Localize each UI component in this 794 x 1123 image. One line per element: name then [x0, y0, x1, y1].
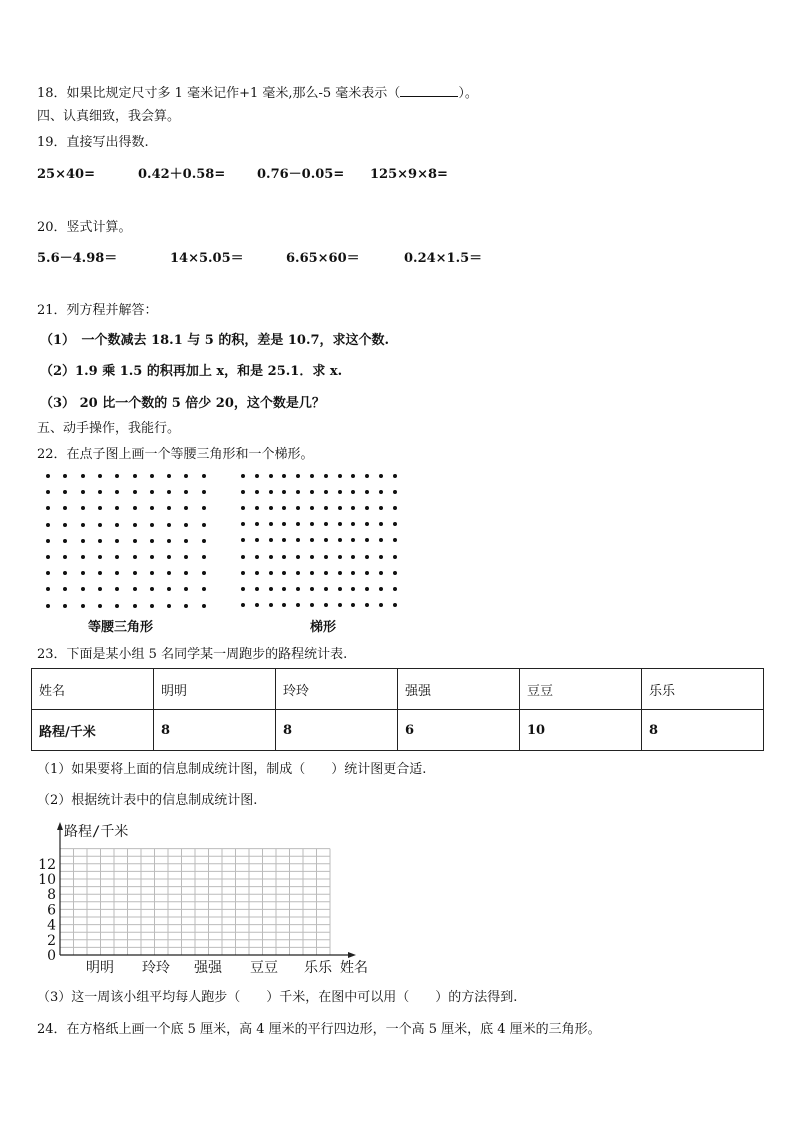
grid-dot[interactable]: [296, 603, 300, 607]
table-cell: 玲玲: [276, 669, 398, 710]
grid-dot[interactable]: [324, 490, 328, 494]
x-category-label: 乐乐: [304, 960, 332, 976]
grid-dot[interactable]: [351, 587, 355, 591]
grid-dot[interactable]: [98, 474, 102, 478]
grid-dot[interactable]: [351, 474, 355, 478]
grid-dot[interactable]: [269, 490, 273, 494]
blank-bar-chart[interactable]: [30, 818, 390, 978]
grid-dot[interactable]: [184, 604, 188, 608]
dot-grid-triangle[interactable]: [46, 474, 206, 606]
grid-dot[interactable]: [310, 587, 314, 591]
grid-dot[interactable]: [63, 604, 67, 608]
grid-dot[interactable]: [338, 587, 342, 591]
grid-dot[interactable]: [133, 523, 137, 527]
x-category-label: 玲玲: [142, 960, 170, 976]
grid-dot[interactable]: [365, 538, 369, 542]
y-tick-label: 12: [38, 856, 56, 873]
y-tick-label: 10: [38, 872, 56, 888]
grid-dot[interactable]: [167, 555, 171, 559]
grid-dot[interactable]: [241, 603, 245, 607]
grid-dot[interactable]: [46, 539, 50, 543]
grid-dot[interactable]: [98, 506, 102, 510]
grid-dot[interactable]: [365, 506, 369, 510]
grid-dot[interactable]: [184, 523, 188, 527]
grid-dot[interactable]: [393, 555, 397, 559]
grid-dot[interactable]: [255, 522, 259, 526]
grid-dot[interactable]: [282, 538, 286, 542]
grid-dot[interactable]: [63, 587, 67, 591]
grid-dot[interactable]: [81, 539, 85, 543]
grid-dot[interactable]: [351, 603, 355, 607]
grid-dot[interactable]: [324, 474, 328, 478]
grid-dot[interactable]: [241, 571, 245, 575]
table-cell: 豆豆: [520, 669, 642, 710]
grid-dot[interactable]: [365, 571, 369, 575]
grid-dot[interactable]: [338, 490, 342, 494]
grid-dot[interactable]: [338, 522, 342, 526]
grid-dot[interactable]: [241, 555, 245, 559]
grid-dot[interactable]: [133, 539, 137, 543]
grid-dot[interactable]: [150, 506, 154, 510]
grid-dot[interactable]: [133, 474, 137, 478]
table-cell: 10: [520, 710, 642, 751]
grid-dot[interactable]: [310, 474, 314, 478]
grid-dot[interactable]: [133, 555, 137, 559]
grid-dot[interactable]: [98, 587, 102, 591]
grid-dot[interactable]: [184, 506, 188, 510]
grid-dot[interactable]: [115, 506, 119, 510]
vertical-calc-item: 0.24×1.5＝: [404, 251, 483, 266]
grid-dot[interactable]: [63, 523, 67, 527]
grid-dot[interactable]: [338, 603, 342, 607]
grid-dot[interactable]: [310, 490, 314, 494]
calc-item: 0.76－0.05=: [257, 167, 345, 182]
grid-dot[interactable]: [63, 506, 67, 510]
grid-dot[interactable]: [379, 555, 383, 559]
question-21-title: 21．列方程并解答：: [37, 303, 158, 318]
x-category-label: 明明: [86, 960, 114, 976]
grid-dot[interactable]: [133, 604, 137, 608]
grid-dot[interactable]: [255, 571, 259, 575]
grid-dot[interactable]: [296, 490, 300, 494]
grid-dot[interactable]: [310, 571, 314, 575]
grid-dot[interactable]: [133, 506, 137, 510]
table-cell: 明明: [154, 669, 276, 710]
grid-dot[interactable]: [150, 474, 154, 478]
grid-dot[interactable]: [241, 474, 245, 478]
table-cell: 6: [398, 710, 520, 751]
grid-dot[interactable]: [150, 571, 154, 575]
grid-dot[interactable]: [269, 506, 273, 510]
grid-dot[interactable]: [150, 587, 154, 591]
grid-dot[interactable]: [167, 587, 171, 591]
grid-dot[interactable]: [167, 539, 171, 543]
table-cell: 强强: [398, 669, 520, 710]
grid-dot[interactable]: [351, 571, 355, 575]
grid-dot[interactable]: [63, 539, 67, 543]
y-axis-label: 路程/千米: [64, 824, 129, 840]
grid-dot[interactable]: [365, 555, 369, 559]
grid-dot[interactable]: [184, 539, 188, 543]
grid-dot[interactable]: [365, 603, 369, 607]
grid-dot[interactable]: [324, 571, 328, 575]
grid-dot[interactable]: [167, 571, 171, 575]
grid-dot[interactable]: [379, 506, 383, 510]
grid-dot[interactable]: [379, 538, 383, 542]
grid-dot[interactable]: [133, 571, 137, 575]
question-21-part-3: （3） 20 比一个数的 5 倍少 20，这个数是几？: [40, 396, 325, 411]
grid-dot[interactable]: [98, 490, 102, 494]
grid-dot[interactable]: [115, 474, 119, 478]
grid-dot[interactable]: [46, 571, 50, 575]
grid-dot[interactable]: [282, 522, 286, 526]
grid-dot[interactable]: [241, 522, 245, 526]
grid-dot[interactable]: [98, 555, 102, 559]
table-header-row: [32, 669, 764, 710]
grid-dot[interactable]: [269, 538, 273, 542]
grid-dot[interactable]: [63, 490, 67, 494]
grid-dot[interactable]: [282, 587, 286, 591]
grid-dot[interactable]: [63, 555, 67, 559]
grid-dot[interactable]: [310, 555, 314, 559]
grid-dot[interactable]: [324, 555, 328, 559]
grid-dot[interactable]: [81, 587, 85, 591]
grid-dot[interactable]: [296, 506, 300, 510]
grid-dot[interactable]: [365, 587, 369, 591]
grid-dot[interactable]: [46, 604, 50, 608]
grid-dot[interactable]: [150, 523, 154, 527]
grid-dot[interactable]: [202, 587, 206, 591]
grid-dot[interactable]: [202, 571, 206, 575]
grid-dot[interactable]: [351, 506, 355, 510]
grid-dot[interactable]: [296, 571, 300, 575]
grid-dot[interactable]: [351, 538, 355, 542]
grid-dot[interactable]: [393, 603, 397, 607]
grid-dot[interactable]: [269, 603, 273, 607]
grid-dot[interactable]: [296, 555, 300, 559]
grid-dot[interactable]: [81, 490, 85, 494]
calc-item: 125×9×8=: [370, 167, 448, 182]
vertical-calc-item: 14×5.05＝: [170, 251, 244, 266]
grid-dot[interactable]: [365, 490, 369, 494]
question-23-part-2: （2）根据统计表中的信息制成统计图.: [37, 793, 258, 808]
grid-dot[interactable]: [365, 474, 369, 478]
grid-dot[interactable]: [379, 587, 383, 591]
grid-dot[interactable]: [202, 523, 206, 527]
calc-item: 25×40=: [37, 167, 95, 182]
grid-dot[interactable]: [167, 523, 171, 527]
grid-dot[interactable]: [282, 571, 286, 575]
table-cell: 乐乐: [642, 669, 764, 710]
grid-dot[interactable]: [98, 523, 102, 527]
grid-dot[interactable]: [255, 474, 259, 478]
grid-dot[interactable]: [282, 490, 286, 494]
grid-dot[interactable]: [202, 474, 206, 478]
grid-dot[interactable]: [269, 474, 273, 478]
grid-dot[interactable]: [46, 506, 50, 510]
grid-dot[interactable]: [351, 522, 355, 526]
grid-dot[interactable]: [393, 571, 397, 575]
grid-dot[interactable]: [282, 555, 286, 559]
grid-dot[interactable]: [202, 604, 206, 608]
x-axis-label: 姓名: [340, 960, 368, 976]
grid-dot[interactable]: [184, 571, 188, 575]
grid-dot[interactable]: [81, 604, 85, 608]
question-19-title: 19．直接写出得数.: [37, 135, 149, 150]
table-cell: 8: [642, 710, 764, 751]
grid-dot[interactable]: [351, 555, 355, 559]
grid-dot[interactable]: [46, 587, 50, 591]
grid-dot[interactable]: [202, 539, 206, 543]
question-23-part-3: （3）这一周该小组平均每人跑步（ ）千米，在图中可以用（ ）的方法得到.: [37, 990, 518, 1005]
grid-dot[interactable]: [338, 538, 342, 542]
grid-dot[interactable]: [296, 522, 300, 526]
question-18: [37, 84, 478, 102]
grid-dot[interactable]: [202, 506, 206, 510]
grid-dot[interactable]: [133, 490, 137, 494]
grid-dot[interactable]: [310, 538, 314, 542]
grid-dot[interactable]: [115, 539, 119, 543]
grid-dot[interactable]: [338, 571, 342, 575]
grid-dot[interactable]: [241, 490, 245, 494]
grid-dot[interactable]: [241, 587, 245, 591]
grid-dot[interactable]: [241, 538, 245, 542]
grid-dot[interactable]: [184, 474, 188, 478]
grid-dot[interactable]: [167, 490, 171, 494]
y-tick-label: 6: [47, 902, 56, 919]
grid-dot[interactable]: [282, 506, 286, 510]
triangle-grid-caption: 等腰三角形: [88, 620, 154, 635]
grid-dot[interactable]: [150, 604, 154, 608]
grid-dot[interactable]: [167, 604, 171, 608]
x-category-label: 强强: [194, 960, 222, 976]
grid-dot[interactable]: [81, 523, 85, 527]
grid-dot[interactable]: [255, 603, 259, 607]
grid-dot[interactable]: [379, 603, 383, 607]
grid-dot[interactable]: [150, 490, 154, 494]
y-tick-label: 0: [47, 948, 56, 964]
grid-dot[interactable]: [324, 603, 328, 607]
grid-dot[interactable]: [115, 490, 119, 494]
question-21-part-2: （2）1.9 乘 1.5 的积再加上 x，和是 25.1．求 x.: [40, 364, 343, 379]
grid-dot[interactable]: [150, 539, 154, 543]
grid-dot[interactable]: [310, 506, 314, 510]
grid-dot[interactable]: [269, 587, 273, 591]
section-5-heading: 五、动手操作，我能行。: [37, 421, 181, 436]
y-tick-label: 8: [47, 887, 56, 904]
table-cell: 8: [154, 710, 276, 751]
grid-dot[interactable]: [282, 603, 286, 607]
grid-dot[interactable]: [46, 555, 50, 559]
grid-dot[interactable]: [184, 490, 188, 494]
grid-dot[interactable]: [379, 571, 383, 575]
grid-dot[interactable]: [81, 506, 85, 510]
grid-dot[interactable]: [379, 490, 383, 494]
grid-dot[interactable]: [255, 587, 259, 591]
grid-dot[interactable]: [115, 571, 119, 575]
question-22-title: 22．在点子图上画一个等腰三角形和一个梯形。: [37, 447, 314, 462]
vertical-calc-item: 6.65×60＝: [286, 251, 360, 266]
grid-dot[interactable]: [393, 522, 397, 526]
grid-dot[interactable]: [46, 490, 50, 494]
grid-dot[interactable]: [324, 522, 328, 526]
trapezoid-grid-caption: 梯形: [310, 620, 337, 635]
dot-grid-trapezoid[interactable]: [241, 474, 399, 604]
grid-dot[interactable]: [393, 474, 397, 478]
question-18-end: ）。: [458, 86, 478, 101]
grid-dot[interactable]: [81, 571, 85, 575]
grid-dot[interactable]: [324, 506, 328, 510]
grid-dot[interactable]: [365, 522, 369, 526]
grid-dot[interactable]: [241, 506, 245, 510]
grid-dot[interactable]: [282, 474, 286, 478]
grid-dot[interactable]: [393, 490, 397, 494]
table-cell: 路程/千米: [32, 710, 154, 751]
grid-dot[interactable]: [255, 538, 259, 542]
grid-dot[interactable]: [310, 603, 314, 607]
grid-dot[interactable]: [255, 506, 259, 510]
grid-dot[interactable]: [184, 587, 188, 591]
running-distance-table: [31, 668, 764, 751]
grid-dot[interactable]: [46, 523, 50, 527]
grid-dot[interactable]: [338, 506, 342, 510]
grid-dot[interactable]: [167, 474, 171, 478]
grid-dot[interactable]: [202, 490, 206, 494]
question-21-part-1: （1） 一个数减去 18.1 与 5 的积，差是 10.7，求这个数.: [40, 333, 390, 348]
vertical-calc-item: 5.6－4.98＝: [37, 251, 118, 266]
grid-dot[interactable]: [338, 555, 342, 559]
question-23-title: 23．下面是某小组 5 名同学某一周跑步的路程统计表.: [37, 647, 348, 662]
grid-dot[interactable]: [393, 506, 397, 510]
grid-dot[interactable]: [115, 555, 119, 559]
grid-dot[interactable]: [98, 571, 102, 575]
grid-dot[interactable]: [184, 555, 188, 559]
grid-dot[interactable]: [115, 604, 119, 608]
grid-dot[interactable]: [202, 555, 206, 559]
grid-dot[interactable]: [98, 539, 102, 543]
grid-dot[interactable]: [63, 474, 67, 478]
y-tick-label: 4: [47, 917, 56, 934]
grid-dot[interactable]: [255, 490, 259, 494]
calc-item: 0.42＋0.58=: [138, 167, 226, 182]
grid-dot[interactable]: [269, 571, 273, 575]
grid-dot[interactable]: [296, 538, 300, 542]
grid-dot[interactable]: [296, 474, 300, 478]
grid-dot[interactable]: [98, 604, 102, 608]
table-cell: 姓名: [32, 669, 154, 710]
grid-dot[interactable]: [115, 523, 119, 527]
y-tick-label: 2: [47, 932, 56, 949]
grid-dot[interactable]: [324, 538, 328, 542]
grid-dot[interactable]: [81, 555, 85, 559]
grid-dot[interactable]: [269, 555, 273, 559]
question-24-title: 24．在方格纸上画一个底 5 厘米，高 4 厘米的平行四边形，一个高 5 厘米，底 4 厘米的三角形。: [37, 1022, 601, 1037]
x-axis-arrow: [348, 952, 356, 958]
section-4-heading: 四、认真细致，我会算。: [37, 109, 181, 124]
grid-dot[interactable]: [296, 587, 300, 591]
grid-dot[interactable]: [338, 474, 342, 478]
grid-dot[interactable]: [46, 474, 50, 478]
grid-dot[interactable]: [81, 474, 85, 478]
table-row: [32, 710, 764, 751]
grid-dot[interactable]: [150, 555, 154, 559]
question-20-title: 20．竖式计算。: [37, 220, 132, 235]
answer-blank[interactable]: [400, 84, 458, 97]
grid-dot[interactable]: [393, 538, 397, 542]
grid-dot[interactable]: [324, 587, 328, 591]
table-cell: 8: [276, 710, 398, 751]
grid-dot[interactable]: [133, 587, 137, 591]
grid-dot[interactable]: [167, 506, 171, 510]
grid-dot[interactable]: [255, 555, 259, 559]
question-18-text: 18．如果比规定尺寸多 1 毫米记作+1 毫米,那么-5 毫米表示（: [37, 86, 401, 101]
y-axis-arrow: [57, 822, 63, 830]
grid-dot[interactable]: [379, 474, 383, 478]
grid-dot[interactable]: [393, 587, 397, 591]
grid-dot[interactable]: [63, 571, 67, 575]
question-23-part-1: （1）如果要将上面的信息制成统计图，制成（ ）统计图更合适.: [37, 762, 427, 777]
grid-dot[interactable]: [115, 587, 119, 591]
x-category-label: 豆豆: [250, 960, 278, 976]
grid-dot[interactable]: [351, 490, 355, 494]
grid-dot[interactable]: [379, 522, 383, 526]
grid-dot[interactable]: [310, 522, 314, 526]
grid-dot[interactable]: [269, 522, 273, 526]
